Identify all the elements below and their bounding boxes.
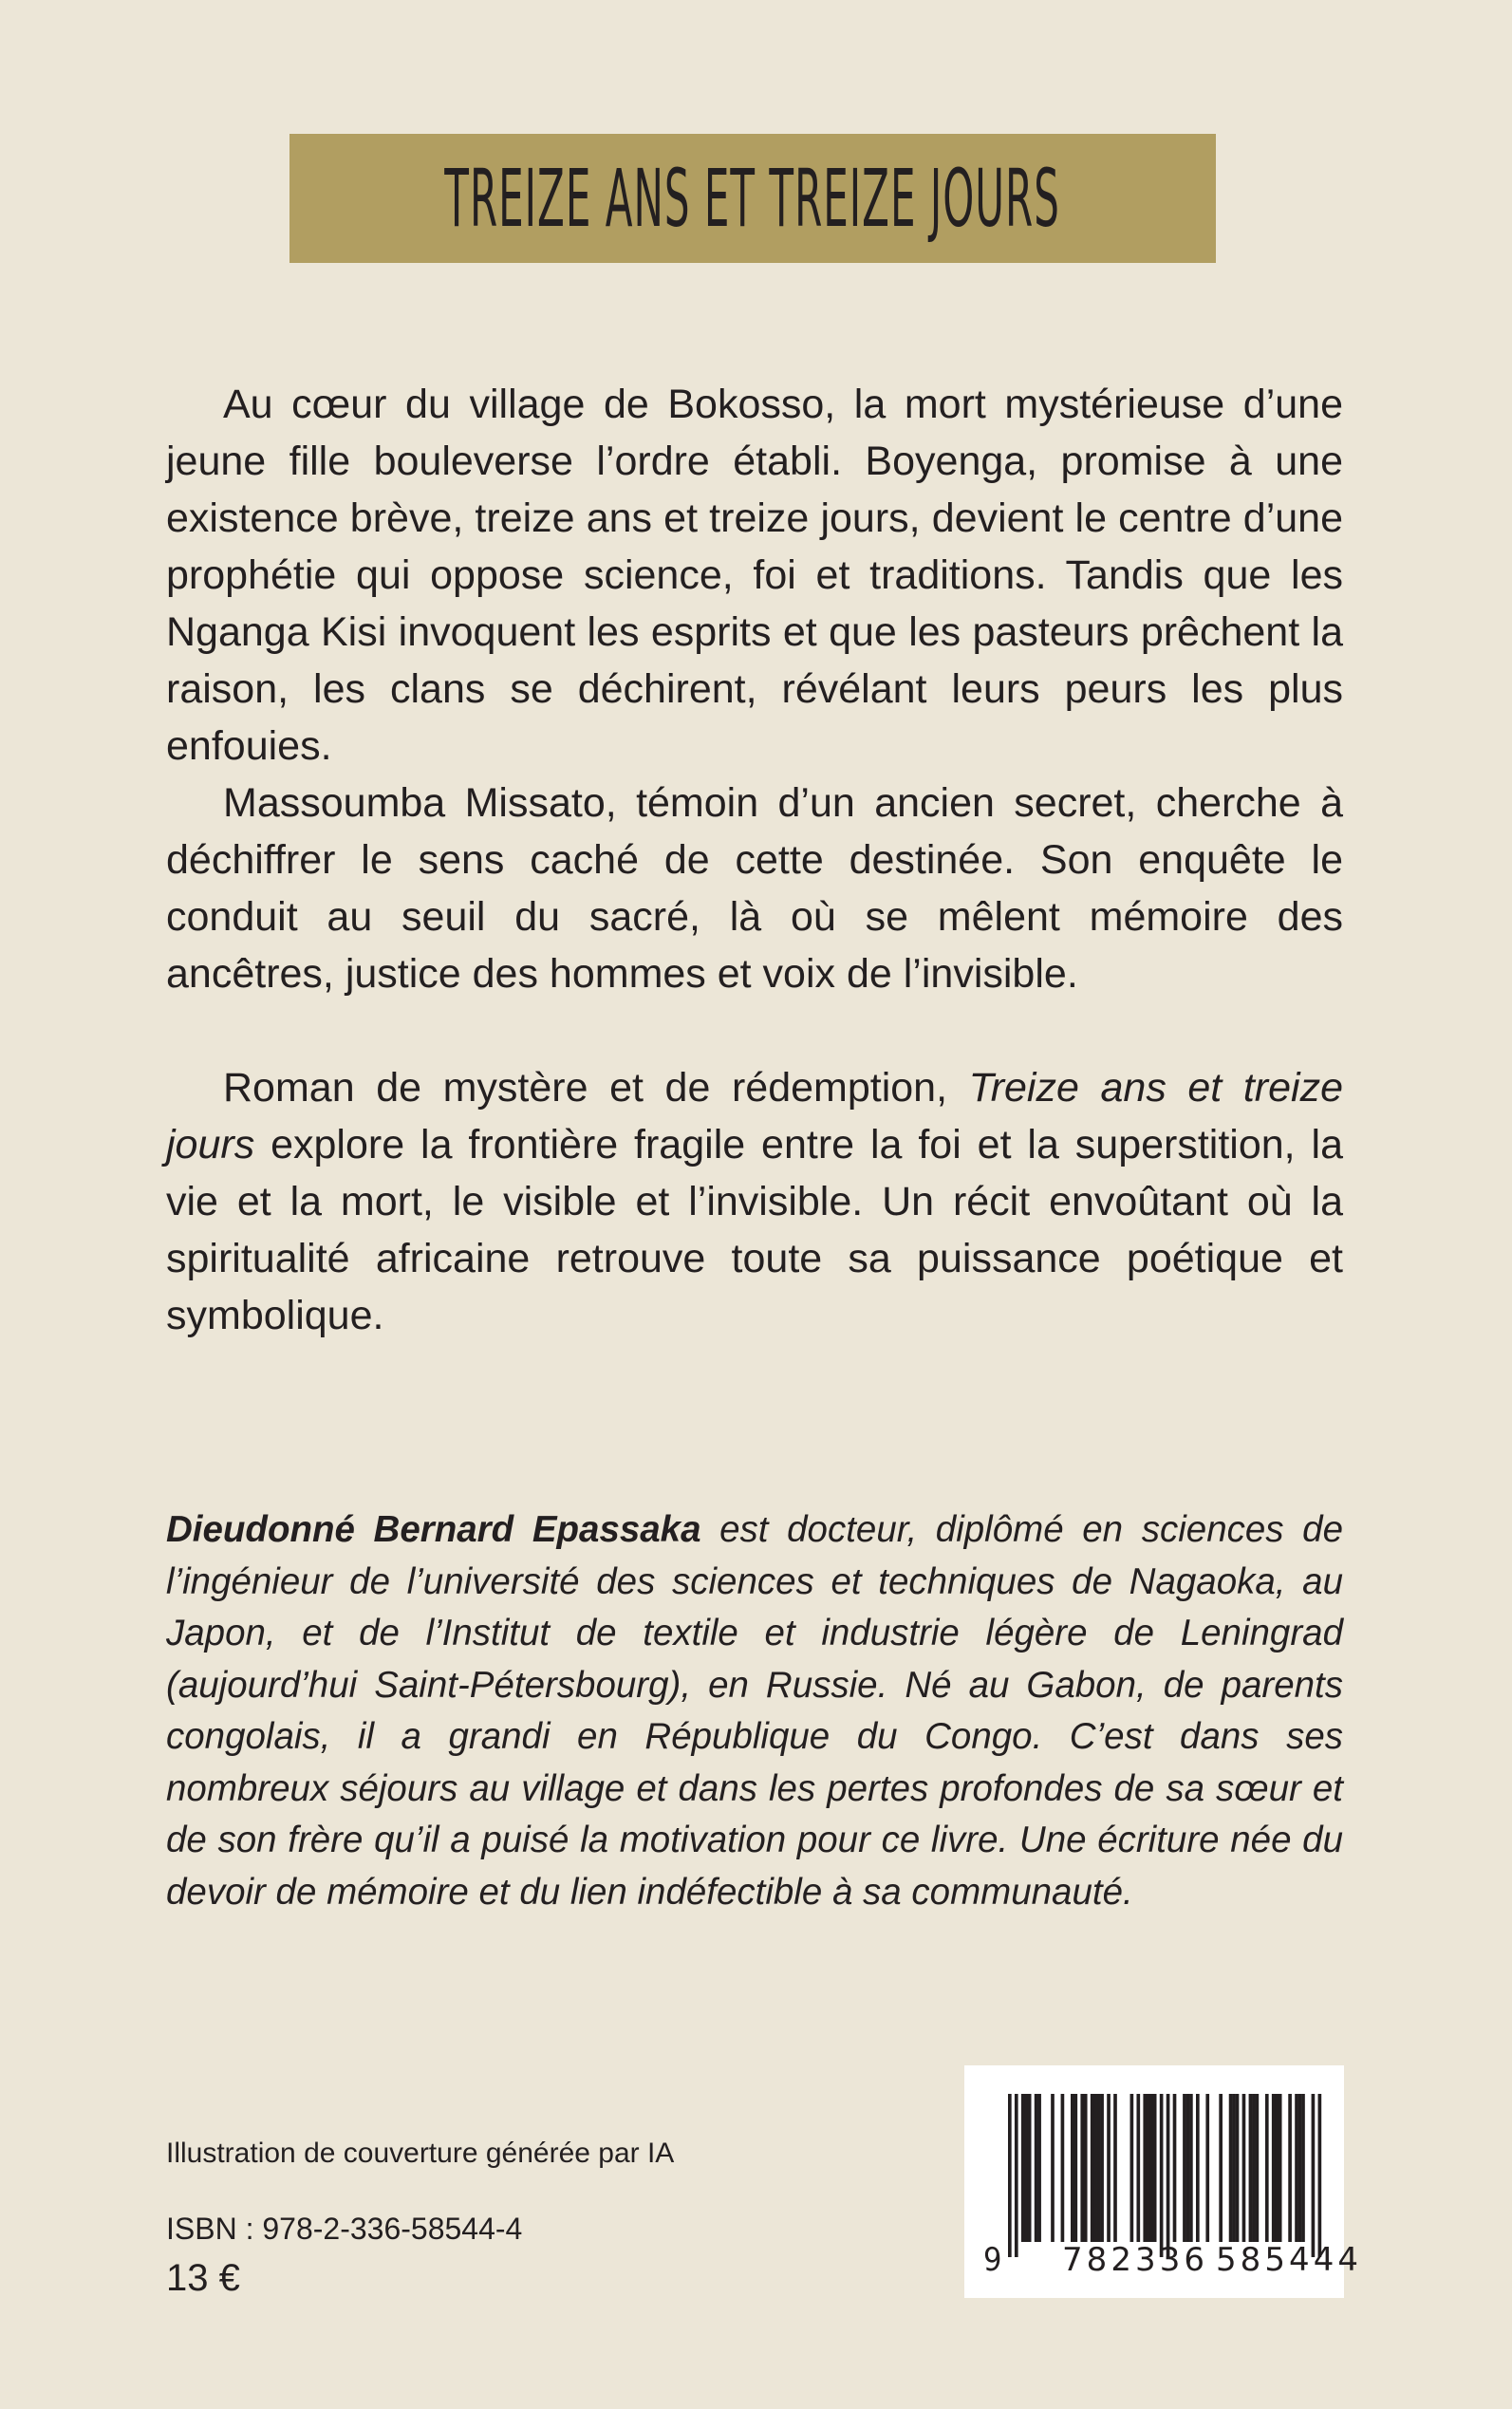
- author-name: Dieudonné Bernard Epassaka: [166, 1509, 701, 1550]
- barcode-bar: [1205, 2094, 1209, 2242]
- author-bio-text: est docteur, diplômé en sciences de l’ingénieur de l’université des sciences et techniques de Nagaoka, au Japon, et de l’Institut de textile et industrie légère de Leningrad (aujourd’hui Saint-Pétersbourg), en Russie. Né au Gabon, de parents congolais, il a grandi en République du Congo. C’est dans ses nombreux séjours au village et dans les pertes profondes de sa sœur et de son frère qu’il a puisé la motivation pour ce livre. Une écriture née du devoir de mémoire et du lien indéfectible à sa communauté.: [166, 1509, 1343, 1913]
- barcode-bar: [1061, 2094, 1065, 2242]
- barcode-bar: [1100, 2094, 1104, 2242]
- barcode-bar: [1186, 2094, 1190, 2242]
- barcode-bar: [1037, 2094, 1041, 2242]
- barcode-bar: [1021, 2094, 1025, 2242]
- barcode-bar: [1183, 2094, 1186, 2242]
- barcode-bar: [1113, 2094, 1117, 2242]
- barcode-bar: [1242, 2094, 1246, 2242]
- synopsis-paragraph: Au cœur du village de Bokosso, la mort mystérieuse d’une jeune fille bouleverse l’ordre établi. Boyenga, promise à une existence brève, treize ans et treize jours, devient le centre d’une prophétie qui oppose science, foi et traditions. Tandis que les Nganga Kisi invoquent les esprits et que les pasteurs prêchent la raison, les clans se déchirent, révélant leurs peurs les plus enfouies.: [166, 382, 1343, 769]
- barcode-bar: [1080, 2094, 1084, 2242]
- barcode-bar: [1275, 2094, 1279, 2242]
- barcode-bar: [1153, 2094, 1157, 2242]
- author-bio-paragraph: [166, 1504, 1343, 1918]
- illustration-credit: Illustration de couverture générée par IA: [166, 2138, 675, 2169]
- barcode-graphic: [964, 2065, 1358, 2298]
- barcode-bar: [1256, 2094, 1260, 2242]
- barcode-bar: [1173, 2094, 1177, 2242]
- barcode-bar: [1249, 2094, 1253, 2242]
- barcode-bar: [1189, 2094, 1193, 2242]
- synopsis-text: explore la frontière fragile entre la foi et la superstition, la vie et la mort, le visible et l’invisible. Un récit envoûtant où la spiritualité africaine retrouve toute sa puissance poétique et symbolique.: [166, 1122, 1343, 1338]
- barcode-bar: [1035, 2094, 1038, 2242]
- book-title-italic: Treize ans et treize jours: [166, 1065, 1343, 1167]
- barcode-bar: [1008, 2094, 1012, 2257]
- barcode-bar: [1051, 2094, 1055, 2242]
- barcode-bar: [1097, 2094, 1101, 2242]
- author-bio: [166, 1504, 1343, 1918]
- barcode-bar: [1272, 2094, 1276, 2242]
- isbn: ISBN : 978-2-336-58544-4: [166, 2212, 523, 2246]
- barcode: [964, 2065, 1358, 2298]
- barcode-bar: [1298, 2094, 1302, 2242]
- price: 13 €: [166, 2257, 240, 2299]
- barcode-bar: [1279, 2094, 1282, 2242]
- barcode-bar: [1196, 2094, 1200, 2242]
- barcode-bar: [1073, 2094, 1077, 2242]
- barcode-bar: [1149, 2094, 1153, 2242]
- barcode-bar: [1143, 2094, 1147, 2242]
- barcode-bar: [1024, 2094, 1028, 2242]
- barcode-bar: [1167, 2094, 1170, 2257]
- barcode-bar: [1295, 2094, 1298, 2242]
- barcode-bar: [1318, 2094, 1322, 2257]
- barcode-bar: [1071, 2094, 1074, 2242]
- barcode-bar: [1265, 2094, 1269, 2242]
- barcode-first-digit: 9: [983, 2241, 1002, 2279]
- barcode-bar: [1093, 2094, 1097, 2242]
- barcode-bar: [1028, 2094, 1032, 2242]
- book-title: TREIZE ANS ET TREIZE JOURS: [444, 152, 1061, 245]
- barcode-bar: [1091, 2094, 1094, 2242]
- barcode-bar: [1136, 2094, 1140, 2242]
- title-banner: [289, 134, 1216, 263]
- barcode-bar: [1147, 2094, 1150, 2242]
- barcode-bar: [1232, 2094, 1236, 2242]
- barcode-bar: [1084, 2094, 1088, 2242]
- barcode-bar: [1015, 2094, 1018, 2257]
- barcode-right-digits: 585444: [1216, 2241, 1358, 2279]
- barcode-bar: [1312, 2094, 1316, 2257]
- barcode-bar: [1301, 2094, 1305, 2242]
- barcode-bar: [1288, 2094, 1292, 2242]
- barcode-bar: [1229, 2094, 1233, 2242]
- barcode-left-digits: 782336: [1062, 2241, 1204, 2279]
- synopsis-paragraph: Massoumba Missato, témoin d’un ancien secret, cherche à déchiffrer le sens caché de cette destinée. Son enquête le conduit au seuil du sacré, là où se mêlent mémoire des ancêtres, justice des hommes et voix de l’invisible.: [166, 780, 1343, 997]
- barcode-bar: [1160, 2094, 1164, 2257]
- barcode-bar: [1252, 2094, 1256, 2242]
- barcode-bar: [1219, 2094, 1223, 2242]
- barcode-bar: [1107, 2094, 1111, 2242]
- synopsis-paragraph: [166, 1059, 1343, 1344]
- synopsis-text: Roman de mystère et de rédemption,: [223, 1065, 969, 1111]
- synopsis: [166, 376, 1343, 1344]
- barcode-bar: [1236, 2094, 1240, 2242]
- barcode-bar: [1130, 2094, 1134, 2242]
